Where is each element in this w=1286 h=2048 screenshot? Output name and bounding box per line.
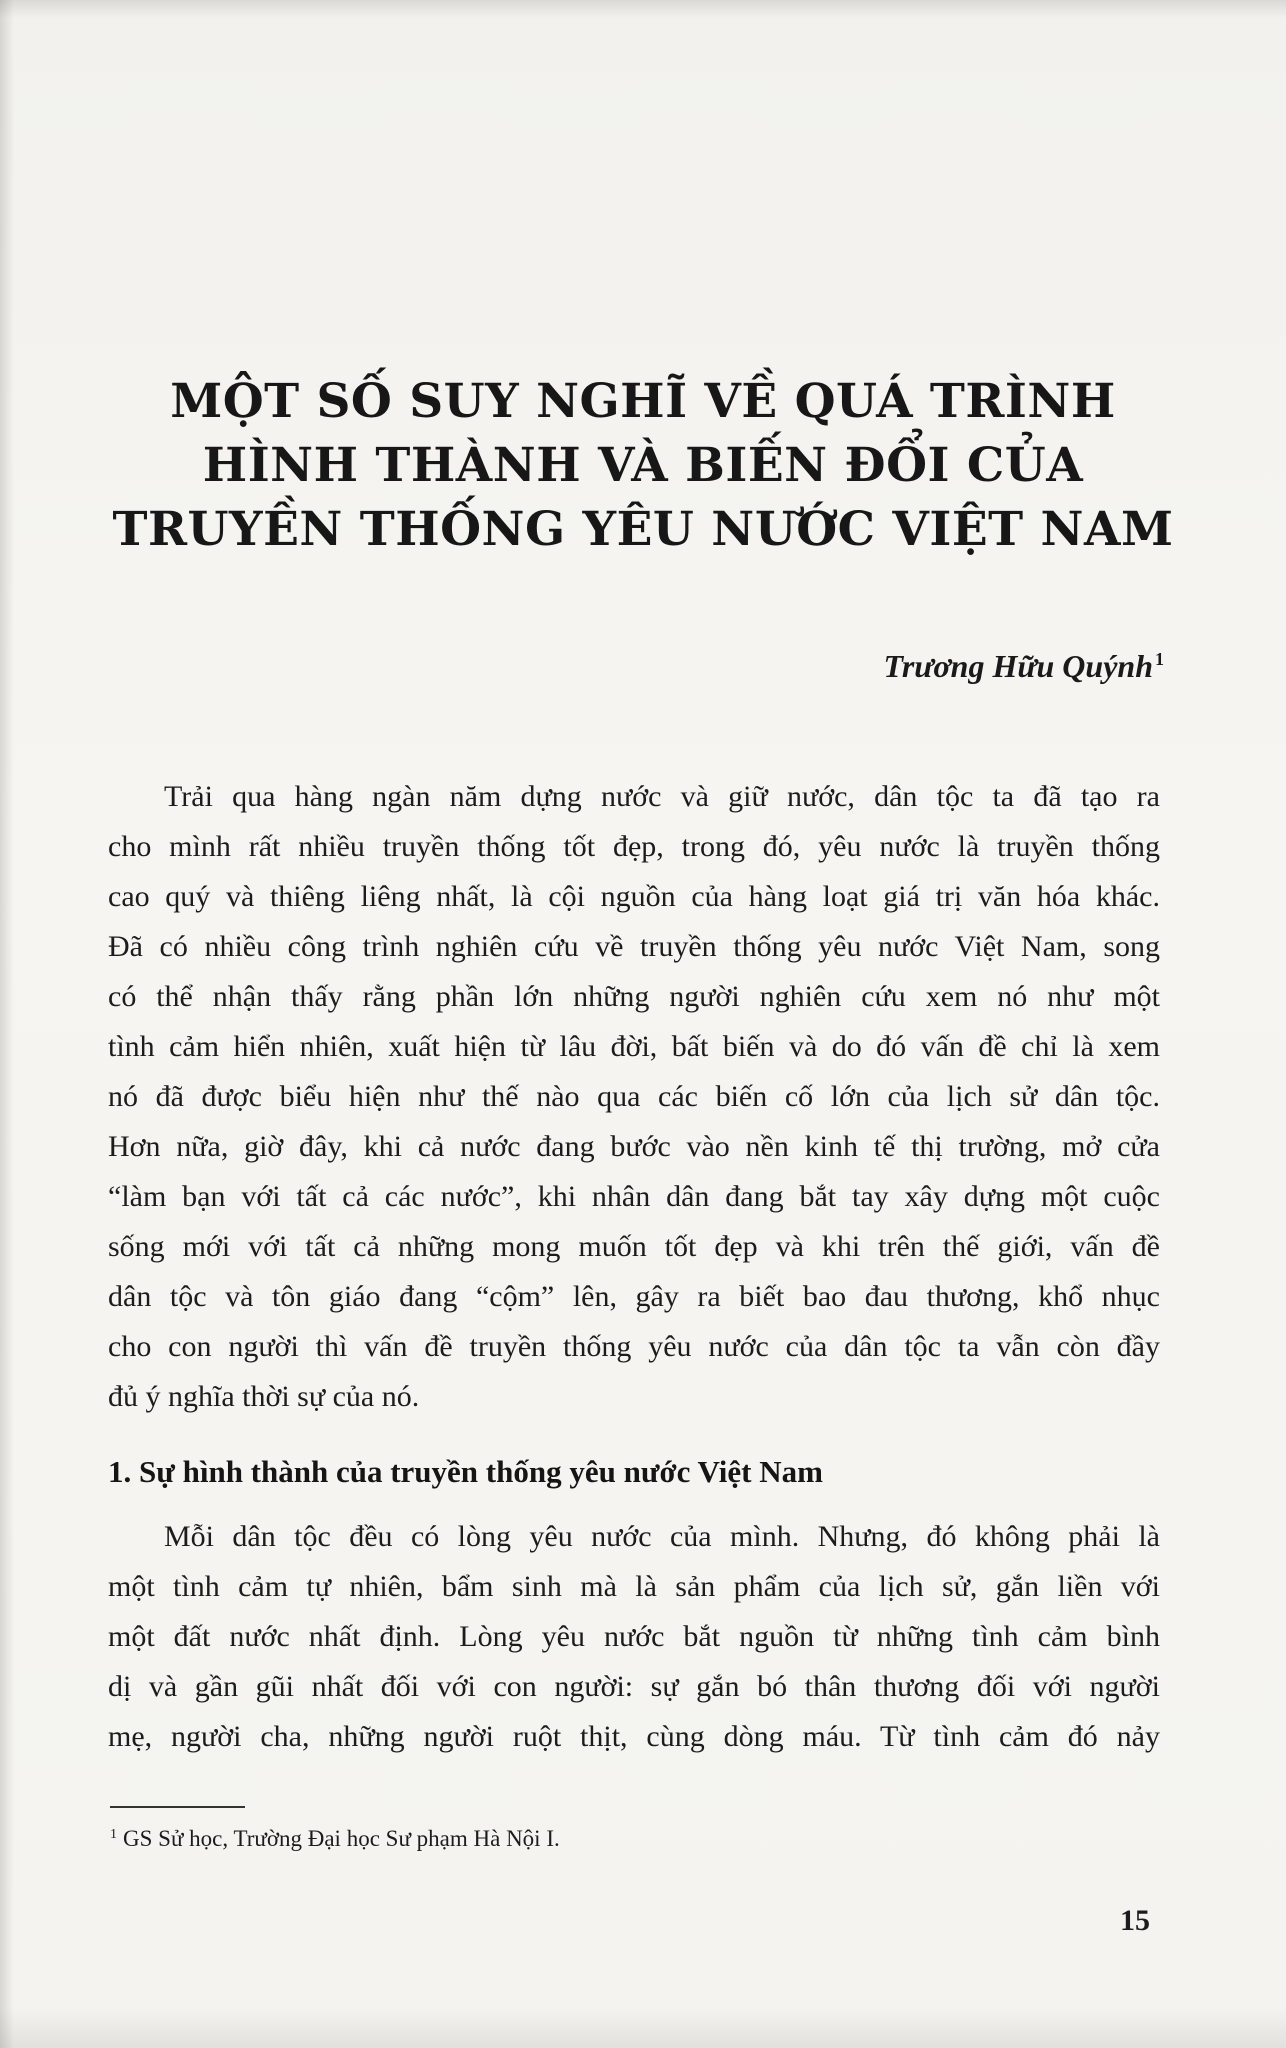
paragraph-line: nó đã được biểu hiện như thế nào qua các biến cố lớn của lịch sử dân tộc. <box>108 1080 1160 1113</box>
paragraph-line: cho con người thì vấn đề truyền thống yêu nước của dân tộc ta vẫn còn đầy <box>108 1330 1160 1363</box>
footnote <box>110 1826 560 1852</box>
paragraph-line: dị và gần gũi nhất đối với con người: sự gắn bó thân thương đối với người <box>108 1670 1160 1703</box>
author-footnote-marker: 1 <box>1155 649 1164 669</box>
chapter-title-line-3: TRUYỀN THỐNG YÊU NƯỚC VIỆT NAM <box>112 502 1174 557</box>
paragraph-line: Hơn nữa, giờ đây, khi cả nước đang bước vào nền kinh tế thị trường, mở cửa <box>108 1130 1160 1163</box>
page-edge-shadow-left <box>0 0 14 2048</box>
chapter-title-line-1: MỘT SỐ SUY NGHĨ VỀ QUÁ TRÌNH <box>170 374 1116 429</box>
page-edge-shadow-top <box>0 0 1286 18</box>
paragraph-line: một đất nước nhất định. Lòng yêu nước bắt nguồn từ những tình cảm bình <box>108 1620 1160 1653</box>
chapter-title <box>110 370 1176 562</box>
author-byline <box>883 648 1164 685</box>
paragraph-line: tình cảm hiển nhiên, xuất hiện từ lâu đời, bất biến và do đó vấn đề chỉ là xem <box>108 1030 1160 1063</box>
page-edge-shadow-bottom <box>0 2008 1286 2048</box>
paragraph-line: sống mới với tất cả những mong muốn tốt đẹp và khi trên thế giới, vấn đề <box>108 1230 1160 1263</box>
paragraph-line: cao quý và thiêng liêng nhất, là cội nguồn của hàng loạt giá trị văn hóa khác. <box>108 880 1160 913</box>
paragraph-line: cho mình rất nhiều truyền thống tốt đẹp, trong đó, yêu nước là truyền thống <box>108 830 1160 863</box>
section-paragraph <box>108 1512 1160 1762</box>
paragraph-line: một tình cảm tự nhiên, bẩm sinh mà là sản phẩm của lịch sử, gắn liền với <box>108 1570 1160 1603</box>
section-heading: 1. Sự hình thành của truyền thống yêu nước Việt Nam <box>108 1454 823 1489</box>
author-name: Trương Hữu Quýnh <box>883 648 1153 684</box>
paragraph-line: có thể nhận thấy rằng phần lớn những người nghiên cứu xem nó như một <box>108 980 1160 1013</box>
paragraph-line: Mỗi dân tộc đều có lòng yêu nước của mình. Nhưng, đó không phải là <box>164 1520 1160 1553</box>
footnote-marker: 1 <box>110 1827 117 1842</box>
paragraph-line: dân tộc và tôn giáo đang “cộm” lên, gây ra biết bao đau thương, khổ nhục <box>108 1280 1160 1313</box>
chapter-title-line-2: HÌNH THÀNH VÀ BIẾN ĐỔI CỦA <box>202 438 1084 493</box>
intro-paragraph <box>108 772 1160 1422</box>
paragraph-line: “làm bạn với tất cả các nước”, khi nhân dân đang bắt tay xây dựng một cuộc <box>108 1180 1160 1213</box>
footnote-divider <box>110 1806 245 1808</box>
paragraph-line: mẹ, người cha, những người ruột thịt, cùng dòng máu. Từ tình cảm đó nảy <box>108 1720 1160 1753</box>
paragraph-line: Đã có nhiều công trình nghiên cứu về truyền thống yêu nước Việt Nam, song <box>108 930 1160 963</box>
paragraph-line: đủ ý nghĩa thời sự của nó. <box>108 1380 420 1413</box>
page-number: 15 <box>1120 1904 1150 1937</box>
footnote-text: GS Sử học, Trường Đại học Sư phạm Hà Nội I. <box>123 1826 560 1851</box>
paragraph-line: Trải qua hàng ngàn năm dựng nước và giữ nước, dân tộc ta đã tạo ra <box>164 780 1160 813</box>
